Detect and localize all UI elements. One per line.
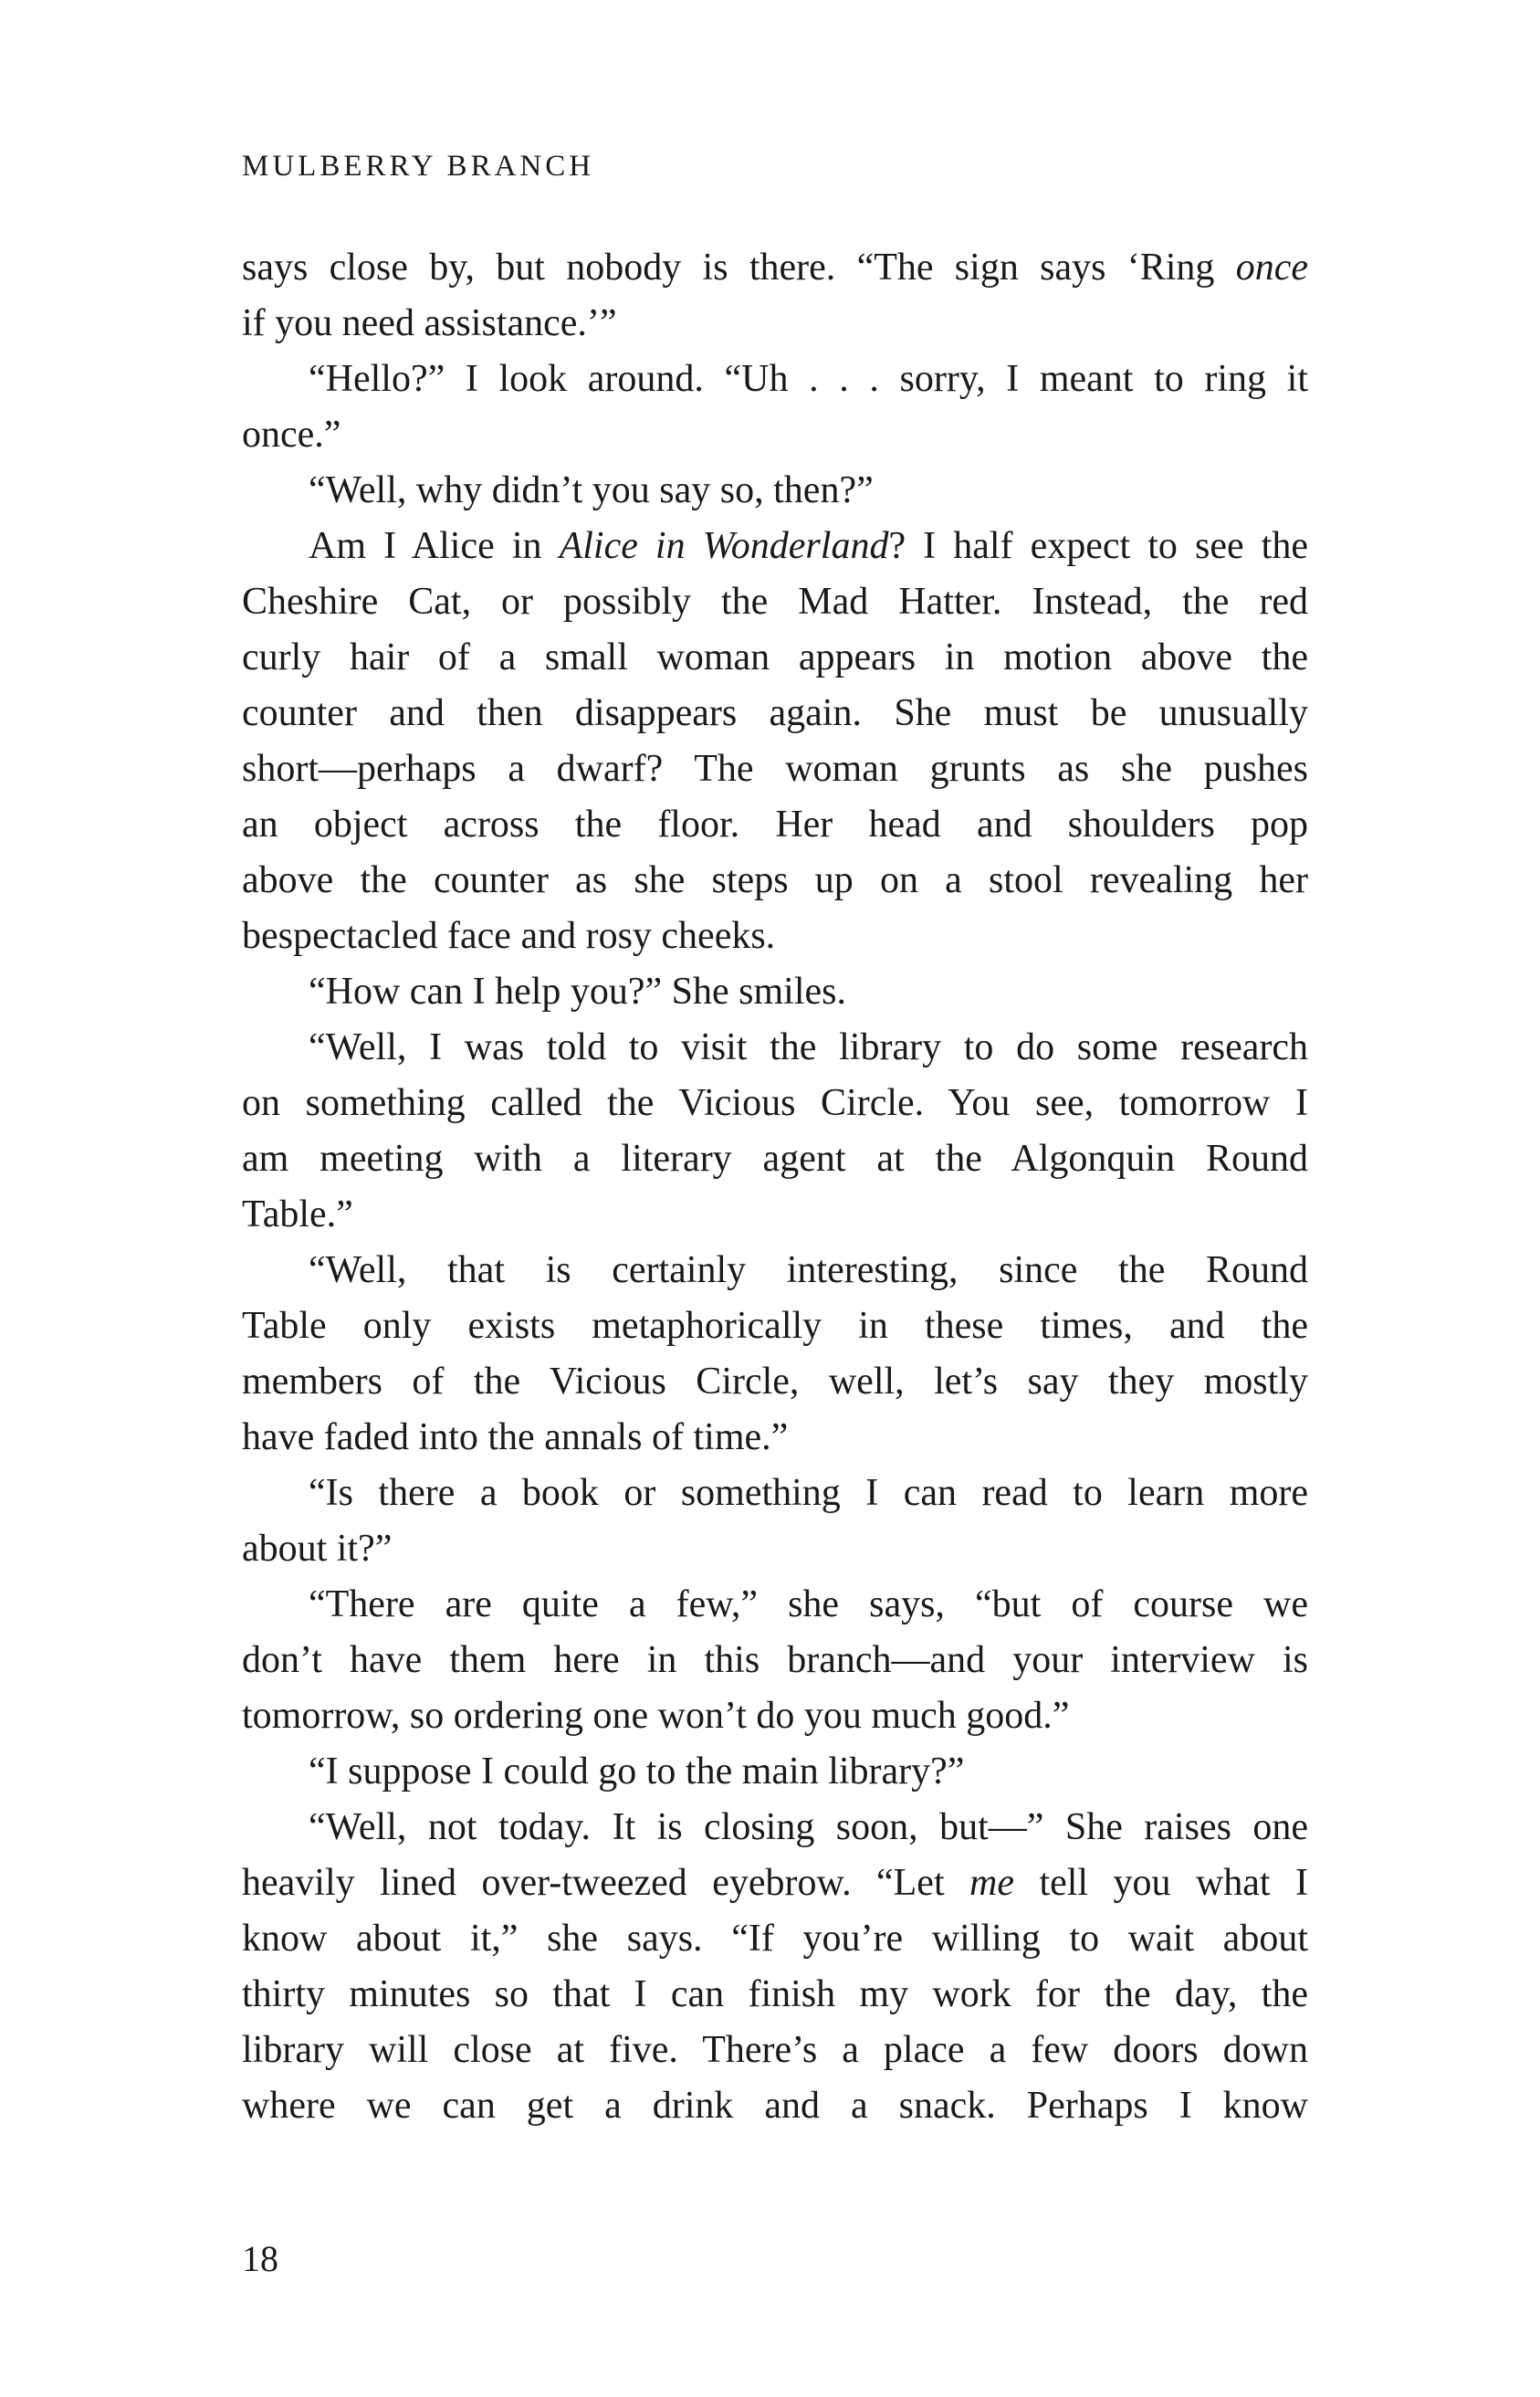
text-line: thirty minutes so that I can finish my work for the day, the	[242, 1973, 1308, 2015]
text-line: Cheshire Cat, or possibly the Mad Hatter. Instead, the red	[242, 581, 1308, 623]
page-number: 18	[242, 2238, 278, 2279]
text-line: don’t have them here in this branch—and your interview is	[242, 1639, 1308, 1681]
body-text	[242, 240, 1308, 2134]
text-line: counter and then disappears again. She must be unusually	[242, 692, 1308, 734]
text-line: if you need assistance.’”	[242, 302, 617, 344]
text-line: “Hello?” I look around. “Uh . . . sorry, I meant to ring it	[309, 358, 1308, 400]
text-line: know about it,” she says. “If you’re willing to wait about	[242, 1918, 1308, 1960]
text-line: tomorrow, so ordering one won’t do you much good.”	[242, 1695, 1070, 1737]
text-line: short—perhaps a dwarf? The woman grunts as she pushes	[242, 748, 1308, 790]
text-line: “Well, I was told to visit the library to do some research	[309, 1026, 1308, 1068]
text-line: once.”	[242, 414, 341, 456]
text-line: have faded into the annals of time.”	[242, 1416, 789, 1458]
text-line: an object across the floor. Her head and shoulders pop	[242, 804, 1308, 846]
text-line: Table only exists metaphorically in these times, and the	[242, 1305, 1308, 1347]
text-line: Am I Alice in Alice in Wonderland? I half expect to see the	[309, 525, 1308, 567]
text-line: about it?”	[242, 1528, 393, 1570]
text-line: “Well, not today. It is closing soon, but—” She raises one	[309, 1806, 1308, 1848]
text-line: curly hair of a small woman appears in motion above the	[242, 636, 1308, 678]
text-line: “I suppose I could go to the main library?”	[309, 1750, 965, 1792]
text-line: “Is there a book or something I can read to learn more	[309, 1472, 1308, 1514]
text-line: on something called the Vicious Circle. You see, tomorrow I	[242, 1082, 1308, 1124]
text-line: where we can get a drink and a snack. Perhaps I know	[242, 2085, 1308, 2127]
text-line: heavily lined over-tweezed eyebrow. “Let me tell you what I	[242, 1862, 1309, 1904]
text-line: “There are quite a few,” she says, “but of course we	[309, 1583, 1308, 1625]
text-line: above the counter as she steps up on a stool revealing her	[242, 859, 1308, 901]
running-head: MULBERRY BRANCH	[242, 150, 595, 183]
text-line: “Well, that is certainly interesting, since the Round	[309, 1249, 1308, 1291]
text-line: library will close at five. There’s a place a few doors down	[242, 2029, 1308, 2071]
text-line: am meeting with a literary agent at the Algonquin Round	[242, 1138, 1308, 1180]
text-line: “How can I help you?” She smiles.	[309, 971, 847, 1013]
text-line: Table.”	[242, 1193, 353, 1235]
text-line: bespectacled face and rosy cheeks.	[242, 915, 776, 957]
text-line: says close by, but nobody is there. “The sign says ‘Ring once	[242, 247, 1308, 289]
text-line: members of the Vicious Circle, well, let’s say they mostly	[242, 1361, 1308, 1403]
text-line: “Well, why didn’t you say so, then?”	[309, 469, 874, 511]
